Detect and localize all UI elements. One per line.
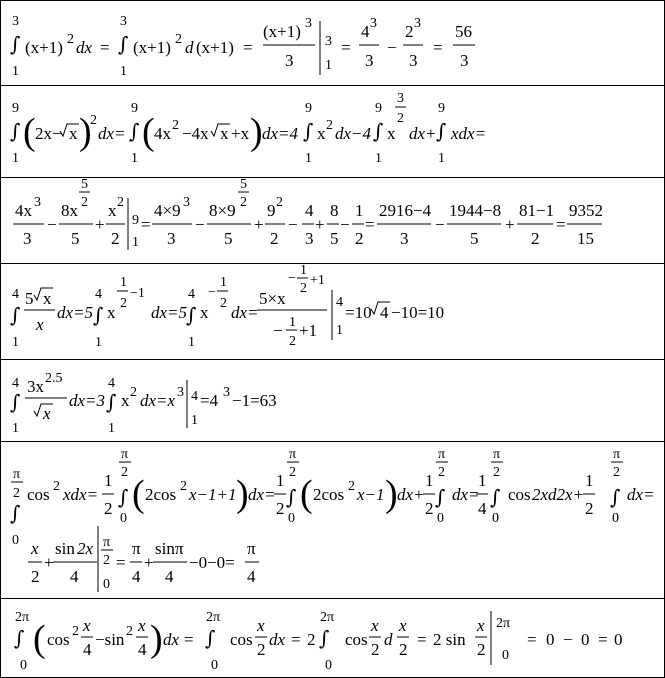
svg-text:1: 1 (95, 335, 102, 350)
svg-text:π: π (121, 447, 129, 462)
svg-text:2cos: 2cos (145, 485, 177, 504)
equation-3 (1, 178, 664, 263)
svg-text:−10=10: −10=10 (391, 303, 445, 322)
svg-text:8: 8 (330, 201, 339, 220)
svg-text:): ) (150, 618, 163, 660)
svg-text:3: 3 (183, 195, 190, 210)
svg-text:): ) (79, 111, 92, 153)
svg-text:(: ( (300, 473, 313, 515)
svg-text:2: 2 (348, 479, 355, 494)
svg-text:dx=5: dx=5 (57, 303, 94, 322)
svg-text:1: 1 (12, 151, 19, 166)
svg-text:+: + (315, 215, 325, 234)
svg-text:1: 1 (425, 471, 434, 490)
svg-text:1: 1 (375, 151, 382, 166)
svg-text:=: = (598, 630, 608, 649)
svg-text:dx: dx (269, 630, 286, 649)
svg-text:2: 2 (371, 640, 380, 659)
svg-text:3: 3 (365, 51, 374, 70)
svg-text:(x+1): (x+1) (25, 38, 63, 57)
svg-text:∫: ∫ (14, 626, 25, 650)
svg-text:4: 4 (95, 287, 102, 302)
svg-text:3: 3 (305, 229, 314, 248)
svg-text:1: 1 (478, 471, 487, 490)
svg-text:=4: =4 (200, 391, 219, 410)
svg-text:0: 0 (437, 511, 444, 526)
svg-text:2: 2 (72, 624, 79, 639)
svg-text:=: = (100, 38, 110, 57)
svg-text:−: − (195, 215, 205, 234)
svg-text:x: x (138, 616, 146, 635)
svg-text:4: 4 (12, 287, 19, 302)
svg-text:dx=4: dx=4 (262, 124, 299, 143)
svg-text:−: − (288, 271, 296, 286)
svg-text:2: 2 (307, 630, 316, 649)
svg-text:+1: +1 (299, 321, 318, 340)
svg-text:1: 1 (305, 151, 312, 166)
svg-text:): ) (385, 473, 398, 515)
equation-1 (1, 3, 664, 85)
svg-text:0: 0 (325, 658, 332, 673)
svg-text:−: − (435, 215, 445, 234)
svg-text:0: 0 (120, 511, 127, 526)
svg-text:=: = (556, 215, 566, 234)
svg-text:2: 2 (257, 640, 266, 659)
svg-text:+: + (44, 553, 54, 572)
svg-text:2x−: 2x− (35, 124, 62, 143)
svg-text:1: 1 (104, 471, 113, 490)
svg-text:0: 0 (612, 511, 619, 526)
svg-text:x: x (477, 616, 485, 635)
svg-text:d: d (384, 630, 393, 649)
svg-text:0: 0 (288, 511, 295, 526)
svg-text:x: x (107, 303, 116, 322)
svg-text:(x+1): (x+1) (263, 22, 301, 41)
svg-text:−: − (47, 215, 57, 234)
svg-text:∫: ∫ (436, 119, 447, 143)
svg-text:4: 4 (191, 389, 198, 404)
svg-text:=: = (341, 38, 351, 57)
svg-text:2: 2 (111, 229, 120, 248)
svg-text:4×9: 4×9 (154, 201, 181, 220)
svg-text:dx=5: dx=5 (151, 303, 188, 322)
svg-text:∫: ∫ (10, 390, 21, 414)
svg-text:4: 4 (83, 640, 92, 659)
svg-text:1: 1 (300, 264, 307, 278)
svg-text:2: 2 (425, 499, 434, 518)
svg-text:1: 1 (191, 413, 198, 428)
svg-text:0: 0 (103, 577, 110, 592)
svg-text:dx+: dx+ (397, 485, 425, 504)
svg-text:2π: 2π (320, 610, 335, 625)
svg-text:∫: ∫ (106, 390, 117, 414)
svg-text:cos: cos (508, 485, 531, 504)
svg-text:1: 1 (585, 471, 594, 490)
svg-text:4: 4 (12, 376, 19, 391)
svg-text:dx+: dx+ (409, 124, 437, 143)
svg-text:1: 1 (108, 421, 115, 436)
svg-text:π: π (247, 539, 256, 558)
svg-text:x: x (43, 404, 51, 423)
svg-text:(x+1): (x+1) (133, 38, 171, 57)
svg-text:9: 9 (305, 101, 312, 116)
svg-text:0: 0 (20, 658, 27, 673)
svg-text:2π: 2π (206, 610, 221, 625)
svg-text:dx=: dx= (627, 485, 655, 504)
svg-text:5: 5 (470, 229, 479, 248)
svg-text:sinπ: sinπ (155, 539, 184, 558)
svg-text:=: = (365, 215, 375, 234)
svg-text:2: 2 (240, 195, 247, 210)
svg-text:∫: ∫ (10, 501, 21, 525)
svg-text:x: x (257, 616, 265, 635)
svg-text:−: − (563, 630, 573, 649)
svg-text:1: 1 (276, 471, 285, 490)
svg-text:x: x (83, 616, 91, 635)
svg-text:dx=x: dx=x (140, 391, 176, 410)
svg-text:−sin: −sin (95, 630, 125, 649)
svg-text:=: = (184, 630, 194, 649)
svg-text:2: 2 (117, 195, 124, 210)
svg-text:(: ( (142, 111, 155, 153)
svg-text:2: 2 (172, 118, 179, 133)
svg-text:−: − (273, 321, 283, 340)
svg-text:dx=: dx= (231, 303, 259, 322)
svg-text:=: = (417, 630, 427, 649)
svg-text:π: π (289, 447, 297, 462)
svg-text:x: x (31, 539, 39, 558)
svg-text:2: 2 (270, 229, 279, 248)
svg-text:1: 1 (336, 323, 343, 338)
svg-text:4: 4 (138, 640, 147, 659)
svg-text:5: 5 (25, 289, 34, 308)
svg-text:8x: 8x (61, 201, 78, 220)
svg-text:4: 4 (380, 303, 389, 322)
svg-text:∫: ∫ (490, 485, 501, 509)
svg-text:1: 1 (12, 64, 19, 79)
svg-text:9: 9 (438, 101, 445, 116)
svg-text:0: 0 (546, 630, 555, 649)
svg-text:2: 2 (81, 195, 88, 210)
svg-text:−: − (288, 215, 298, 234)
svg-text:−4x: −4x (182, 124, 209, 143)
svg-text:x: x (371, 616, 379, 635)
svg-text:2: 2 (126, 624, 133, 639)
svg-text:0: 0 (614, 630, 623, 649)
svg-text:π: π (13, 467, 21, 482)
svg-text:2: 2 (103, 553, 110, 568)
svg-text:1: 1 (12, 335, 19, 350)
equation-2 (1, 86, 664, 177)
svg-text:x: x (200, 303, 209, 322)
svg-text:0: 0 (12, 533, 19, 548)
svg-text:∫: ∫ (435, 485, 446, 509)
svg-text:3: 3 (120, 14, 127, 29)
svg-text:4x: 4x (15, 201, 32, 220)
svg-text:2: 2 (300, 281, 307, 296)
svg-text:x−1+1: x−1+1 (189, 485, 237, 504)
svg-text:x−1: x−1 (357, 485, 385, 504)
svg-text:5: 5 (71, 229, 80, 248)
svg-text:x: x (387, 124, 396, 143)
svg-text:∫: ∫ (118, 32, 129, 56)
svg-text:4: 4 (247, 567, 256, 586)
svg-text:2: 2 (67, 32, 74, 47)
svg-text:9: 9 (375, 101, 382, 116)
svg-text:2: 2 (276, 195, 283, 210)
svg-text:4: 4 (132, 567, 141, 586)
svg-text:81−1: 81−1 (519, 201, 555, 220)
svg-text:+: + (95, 215, 105, 234)
equation-7 (1, 599, 664, 677)
svg-text:9: 9 (131, 101, 138, 116)
svg-text:x: x (317, 124, 326, 143)
svg-text:=: = (243, 38, 253, 57)
svg-text:2.5: 2.5 (45, 371, 63, 386)
svg-text:2: 2 (289, 465, 296, 480)
svg-text:2: 2 (90, 113, 97, 128)
svg-text:∫: ∫ (205, 626, 216, 650)
svg-text:dx=3: dx=3 (69, 391, 106, 410)
svg-text:1: 1 (131, 151, 138, 166)
svg-text:3: 3 (12, 14, 19, 29)
svg-text:=: = (433, 38, 443, 57)
svg-text:56: 56 (455, 22, 472, 41)
svg-text:2: 2 (120, 296, 127, 311)
svg-text:2: 2 (175, 32, 182, 47)
svg-text:∫: ∫ (286, 485, 297, 509)
svg-text:3: 3 (177, 385, 184, 400)
svg-text:2: 2 (53, 479, 60, 494)
svg-text:2: 2 (397, 111, 404, 126)
svg-text:1944−8: 1944−8 (449, 201, 502, 220)
svg-text:2π: 2π (496, 616, 511, 631)
svg-text:+x: +x (231, 124, 250, 143)
svg-text:3: 3 (414, 16, 421, 31)
svg-text:4: 4 (361, 22, 370, 41)
svg-text:2: 2 (276, 499, 285, 518)
svg-text:5: 5 (330, 229, 339, 248)
equation-4 (1, 264, 664, 359)
svg-text:∫: ∫ (10, 32, 21, 56)
svg-text:3: 3 (397, 91, 404, 106)
svg-text:1: 1 (120, 275, 127, 290)
svg-text:dx=: dx= (98, 124, 126, 143)
svg-text:4: 4 (108, 376, 115, 391)
svg-text:4: 4 (70, 567, 79, 586)
svg-text:2: 2 (31, 567, 40, 586)
svg-text:1: 1 (438, 151, 445, 166)
svg-text:x: x (399, 616, 407, 635)
svg-text:x: x (36, 315, 44, 334)
svg-text:): ) (250, 111, 263, 153)
svg-text:4: 4 (478, 499, 487, 518)
svg-text:4x: 4x (154, 124, 171, 143)
svg-text:2: 2 (13, 486, 20, 501)
svg-text:=: = (291, 630, 301, 649)
svg-text:π: π (132, 539, 141, 558)
svg-text:x: x (43, 289, 52, 308)
svg-text:dx: dx (163, 630, 180, 649)
svg-text:1: 1 (132, 235, 139, 250)
svg-text:π: π (438, 447, 446, 462)
svg-text:4: 4 (188, 287, 195, 302)
svg-text:3: 3 (325, 34, 332, 49)
svg-text:=10: =10 (345, 303, 372, 322)
svg-text:∫: ∫ (118, 485, 129, 509)
svg-text:2: 2 (613, 465, 620, 480)
svg-text:+: + (144, 553, 154, 572)
svg-text:9: 9 (267, 201, 276, 220)
svg-text:9352: 9352 (569, 201, 603, 220)
svg-text:2: 2 (531, 229, 540, 248)
svg-text:2: 2 (220, 296, 227, 311)
svg-text:1: 1 (188, 335, 195, 350)
svg-text:5: 5 (224, 229, 233, 248)
svg-text:1: 1 (289, 315, 296, 330)
svg-text:+1: +1 (310, 273, 325, 288)
svg-text:dx: dx (76, 38, 93, 57)
svg-text:∫: ∫ (319, 626, 330, 650)
svg-text:2: 2 (355, 229, 364, 248)
svg-text:sin: sin (55, 539, 75, 558)
svg-text:−1: −1 (130, 286, 145, 301)
svg-text:2: 2 (405, 22, 414, 41)
svg-text:π: π (103, 535, 111, 550)
svg-text:0: 0 (581, 630, 590, 649)
svg-text:3: 3 (400, 229, 409, 248)
svg-text:(: ( (132, 473, 145, 515)
svg-text:x: x (121, 391, 130, 410)
svg-text:=: = (116, 553, 126, 572)
svg-text:5: 5 (240, 178, 247, 192)
svg-text:dx=: dx= (248, 485, 276, 504)
svg-text:0: 0 (502, 648, 509, 663)
svg-text:2: 2 (585, 499, 594, 518)
svg-text:cos: cos (47, 630, 70, 649)
svg-text:x: x (69, 124, 78, 143)
svg-text:2x: 2x (77, 539, 94, 558)
svg-text:2: 2 (438, 465, 445, 480)
svg-text:3: 3 (167, 229, 176, 248)
svg-text:(x+1): (x+1) (196, 38, 234, 57)
svg-text:3: 3 (23, 229, 32, 248)
svg-text:3: 3 (370, 16, 377, 31)
svg-text:3: 3 (305, 16, 312, 31)
svg-text:∫: ∫ (129, 119, 140, 143)
svg-text:2cos: 2cos (313, 485, 345, 504)
svg-text:−0−0=: −0−0= (189, 553, 235, 572)
svg-text:+: + (505, 215, 515, 234)
svg-text:∫: ∫ (303, 119, 314, 143)
svg-text:9: 9 (132, 213, 139, 228)
svg-text:∫: ∫ (610, 485, 621, 509)
svg-text:8×9: 8×9 (209, 201, 236, 220)
svg-text:1: 1 (220, 275, 227, 290)
svg-text:−: − (340, 215, 350, 234)
svg-text:15: 15 (577, 229, 594, 248)
svg-text:2xd2x+: 2xd2x+ (532, 485, 585, 504)
svg-text:−: − (208, 285, 216, 300)
svg-text:(: ( (33, 618, 46, 660)
svg-text:=: = (141, 215, 151, 234)
svg-text:cos: cos (345, 630, 368, 649)
svg-text:π: π (613, 447, 621, 462)
svg-text:2916−4: 2916−4 (379, 201, 432, 220)
svg-text:2: 2 (180, 479, 187, 494)
svg-text:dx−4: dx−4 (335, 124, 372, 143)
svg-text:cos: cos (27, 485, 50, 504)
svg-text:2: 2 (121, 465, 128, 480)
svg-text:π: π (493, 447, 501, 462)
svg-text:1: 1 (120, 64, 127, 79)
svg-text:xdx=: xdx= (451, 124, 487, 143)
svg-text:0: 0 (211, 658, 218, 673)
svg-text:5×x: 5×x (259, 289, 286, 308)
svg-text:4: 4 (336, 295, 343, 310)
svg-text:+: + (254, 215, 264, 234)
svg-text:xdx=: xdx= (63, 485, 99, 504)
svg-text:x: x (220, 124, 229, 143)
svg-text:−: − (387, 38, 397, 57)
svg-text:4: 4 (305, 201, 314, 220)
svg-text:cos: cos (230, 630, 253, 649)
svg-text:5: 5 (81, 178, 88, 192)
svg-text:9: 9 (12, 101, 19, 116)
equation-6 (1, 442, 664, 598)
svg-text:∫: ∫ (93, 303, 104, 327)
svg-text:4: 4 (165, 567, 174, 586)
svg-text:(: ( (23, 111, 36, 153)
svg-text:2: 2 (130, 385, 137, 400)
svg-text:3: 3 (460, 51, 469, 70)
svg-text:∫: ∫ (186, 303, 197, 327)
svg-text:3: 3 (223, 385, 230, 400)
svg-text:3: 3 (34, 195, 41, 210)
svg-text:3: 3 (409, 51, 418, 70)
svg-text:1: 1 (355, 201, 364, 220)
svg-text:2: 2 (289, 334, 296, 349)
svg-text:2: 2 (104, 499, 113, 518)
svg-text:1: 1 (12, 421, 19, 436)
svg-text:x: x (108, 201, 117, 220)
svg-text:2π: 2π (15, 610, 30, 625)
svg-text:2: 2 (477, 640, 486, 659)
svg-text:∫: ∫ (10, 303, 21, 327)
svg-text:3x: 3x (27, 377, 44, 396)
svg-text:dx=: dx= (452, 485, 480, 504)
svg-text:): ) (236, 473, 249, 515)
svg-text:2 sin: 2 sin (433, 630, 466, 649)
svg-text:−1=63: −1=63 (232, 391, 277, 410)
equation-5 (1, 360, 664, 441)
svg-text:0: 0 (492, 511, 499, 526)
svg-text:2: 2 (399, 640, 408, 659)
svg-text:3: 3 (285, 51, 294, 70)
svg-text:∫: ∫ (373, 119, 384, 143)
svg-text:1: 1 (325, 58, 332, 73)
svg-text:=: = (527, 630, 537, 649)
svg-text:d: d (185, 38, 194, 57)
svg-text:2: 2 (493, 465, 500, 480)
svg-text:∫: ∫ (10, 119, 21, 143)
svg-text:2: 2 (326, 118, 333, 133)
